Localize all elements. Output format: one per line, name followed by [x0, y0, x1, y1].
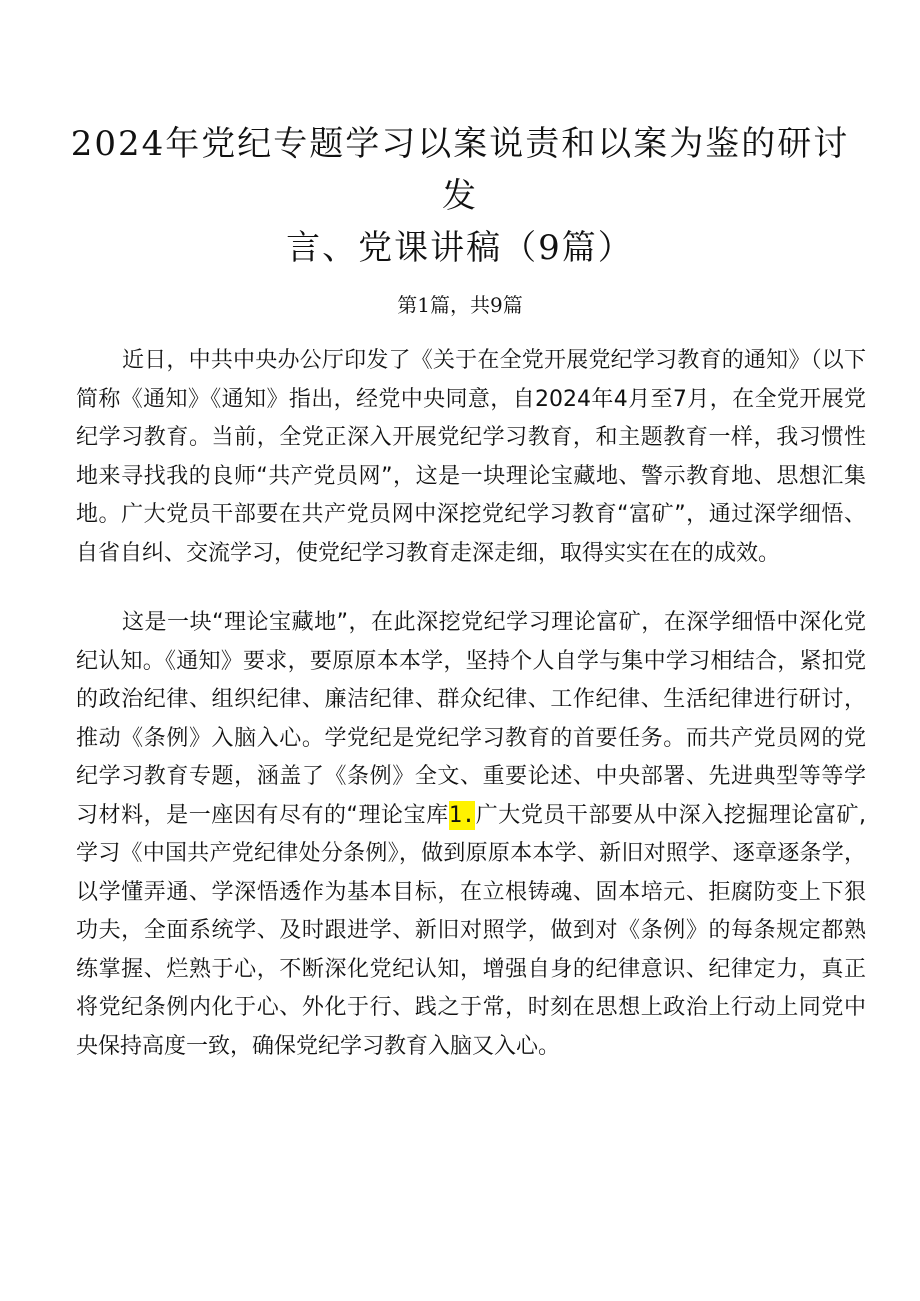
paragraph-2-text-after: 广大党员干部要从中深入挖掘理论富矿,学习《中国共产党纪律处分条例》，做到原原本本学、新旧对照学、逐章逐条学，以学懂弄通、学深悟透作为基本目标，在立根铸魂、固本培元、拒腐防变上下狠功夫，全面系统学、及时跟进学、新旧对照学，做到对《条例》的每条规定都熟练掌握、烂熟于心，不断深化党纪认知，增强自身的纪律意识、纪律定力，真正将党纪条例内化于心、外化于行、践之于常，时刻在思想上政治上行动上同党中央保持高度一致，确保党纪学习教育入脑又入心。 — [76, 802, 867, 1059]
paragraph-2-text-before: 这是一块“理论宝藏地”，在此深挖党纪学习理论富矿，在深学细悟中深化党纪认知。《通知》要求，要原原本本学，坚持个人自学与集中学习相结合，紧扣党的政治纪律、组织纪律、廉洁纪律、群众纪律、工作纪律、生活纪律进行研讨，推动《条例》入脑入心。学党纪是党纪学习教育的首要任务。而共产党员网的党纪学习教育专题，涵盖了《条例》全文、重要论述、中央部署、先进典型等等学习材料，是一座因有尽有的“理论宝库 — [76, 610, 866, 828]
document-title — [60, 118, 860, 274]
highlighted-text: 1. — [448, 802, 476, 828]
title-line-1: 2024年党纪专题学习以案说责和以案为鉴的研讨发 — [70, 124, 850, 216]
document-body — [76, 342, 866, 1066]
title-line-2: 言、党课讲稿（9篇） — [286, 228, 634, 268]
paragraph-1: 近日，中共中央办公厅印发了《关于在全党开展党纪学习教育的通知》（以下简称《通知》《通知》指出，经党中央同意，自2024年4月至7月，在全党开展党纪学习教育。当前，全党正深入开展党纪学习教育，和主题教育一样，我习惯性地来寻找我的良师“共产党员网”，这是一块理论宝藏地、警示教育地、思想汇集地。广大党员干部要在共产党员网中深挖党纪学习教育“富矿”，通过深学细悟、自省自纠、交流学习，使党纪学习教育走深走细，取得实实在在的成效。 — [76, 348, 866, 566]
paragraph-2 — [76, 604, 866, 1066]
section-subtitle: 第1篇，共9篇 — [397, 293, 523, 317]
